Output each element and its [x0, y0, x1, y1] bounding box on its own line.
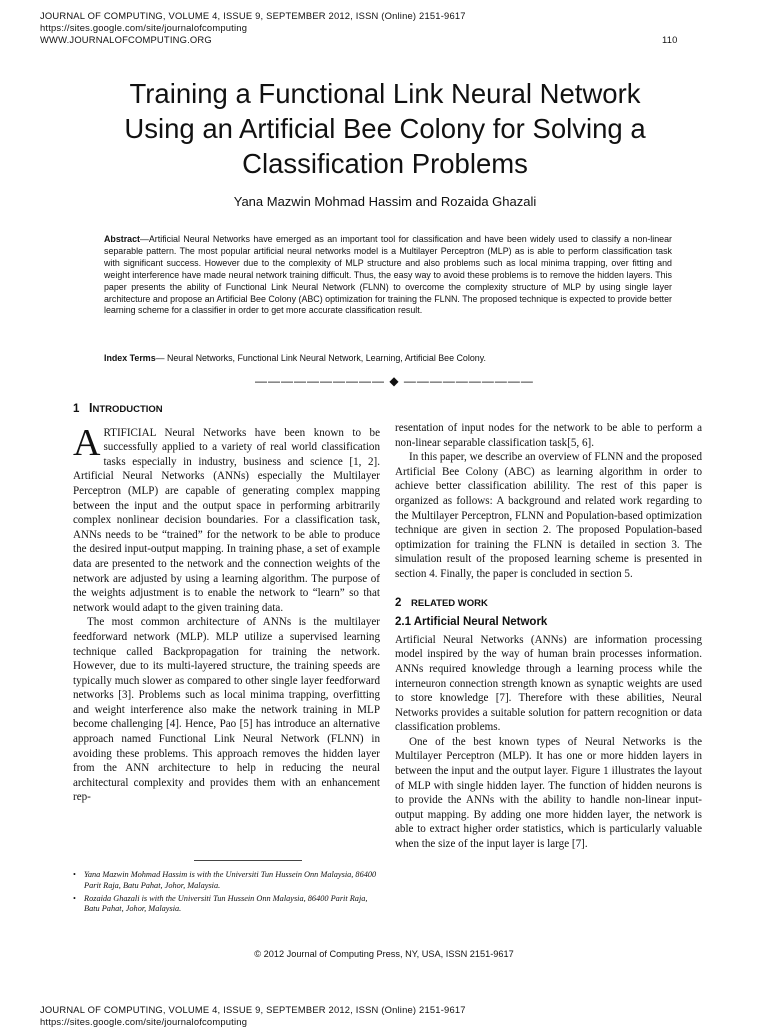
journal-url[interactable]: https://sites.google.com/site/journalofcomputing: [40, 22, 248, 33]
left-column: [73, 401, 380, 805]
section-1-number: 1: [73, 403, 80, 415]
section-2-paragraph-1: Artificial Neural Networks (ANNs) are information processing model inspired by the way of human brain processes information. ANNs required knowledge through a learning process while the interneuron connection strength known as synaptic weights are used to store knowledge [7]. Therefore with these abilities, Neural Networks provides a suitable solution for pattern recognition or data classification problems.: [395, 633, 702, 734]
footnote-text: Yana Mazwin Mohmad Hassim is with the Universiti Tun Hussein Onn Malaysia, 86400 Parit Raja, Batu Pahat, Johor, Malaysia.: [84, 870, 377, 890]
section-2-heading: [395, 596, 702, 612]
section-1-heading: [73, 401, 380, 418]
right-column: [395, 421, 702, 852]
paper-title: [40, 76, 730, 181]
index-terms: [104, 353, 672, 363]
intro-paragraph-1-text: RTIFICIAL Neural Networks have been known to be successfully applied to a variety of real world classification tasks especially in industry, business and science [1, 2]. Artificial Neural Networks (ANNs) especially the Multilayer Perceptron (MLP) are capable of generating complex mapping between the input and the output space in performing arbitrarily complex nonlinear decision boundaries. For a classification task, ANNs needs to be “trained” for the network to be able to produce the desired input-output mapping. In training phase, a set of example data are presented to the network and the connection weights of the network are adjusted by using a learning algorithm. The purpose of the weights adjustment is to enable the network to “learn” so that network would adapt to the given training data.: [73, 426, 380, 614]
abstract-text: —Artificial Neural Networks have emerged as an important tool for classification and have been widely used to classify a non-linear separable pattern. The most popular artificial neural networks model is a Multilayer Perceptron (MLP) as is able to perform classification task with significant success. However due to the complexity of MLP structure and also problems such as local minima trapping, over fitting and weight interference have made neural network training difficult. Thus, the easy way to avoid these problems is to remove the hidden layers. This paper presents the ability of Functional Link Neural Network (FLNN) to overcome the complexity structure of MLP by using single layer architecture and propose an Artificial Bee Colony (ABC) optimization for training the FLNN. The proposed technique is expected to provide better learning scheme for a classifier in order to get more accurate classification result.: [104, 234, 672, 316]
page-number: 110: [662, 34, 678, 45]
footnote-rule: [194, 860, 302, 861]
section-1-first-letter: I: [89, 401, 93, 415]
title-line-2: Using an Artificial Bee Colony for Solving a: [124, 113, 646, 144]
journal-header: [40, 10, 466, 46]
subsection-2-1-heading: 2.1 Artificial Neural Network: [395, 616, 548, 629]
copyright-footer: © 2012 Journal of Computing Press, NY, USA, ISSN 2151-9617: [254, 949, 514, 959]
title-line-1: Training a Functional Link Neural Network: [129, 78, 641, 109]
title-line-3: Classification Problems: [242, 148, 528, 179]
paper-authors: Yana Mazwin Mohmad Hassim and Rozaida Ghazali: [233, 194, 537, 209]
drop-cap: A: [73, 421, 101, 464]
intro-paragraph-1: [73, 421, 380, 616]
footnote-bullet: •: [73, 870, 76, 879]
intro-paragraph-2: The most common architecture of ANNs is the multilayer feedforward network (MLP). MLP utilize a supervised learning technique called Backpropagation for training the network. However, due to its multi-layered structure, the training speeds are typically much slower as compared to other single layer feedforward networks [3]. Problems such as local minima trapping, overfitting and weight interference also make the network training in MLP become challenging [4]. Hence, Pao [5] has introduce an alternative approach named Functional Link Neural Network (FLNN) in avoiding these problems. This approach removes the hidden layer from the ANN architecture to help in reducing the neural architectural complexity and provides them with an enhancement rep-: [73, 616, 380, 804]
next-page-header: [40, 1004, 466, 1028]
journal-website[interactable]: WWW.JOURNALOFCOMPUTING.ORG: [40, 34, 212, 45]
next-journal-line: JOURNAL OF COMPUTING, VOLUME 4, ISSUE 9, SEPTEMBER 2012, ISSN (Online) 2151-9617: [40, 1004, 466, 1015]
section-2-title: RELATED WORK: [411, 597, 488, 609]
footnotes: [73, 870, 380, 917]
abstract: [104, 234, 672, 317]
footnote-text: Rozaida Ghazali is with the Universiti Tun Hussein Onn Malaysia, 86400 Parit Raja, Batu Pahat, Johor, Malaysia.: [84, 893, 368, 914]
section-divider: —————————— ◆ ——————————: [255, 374, 534, 388]
footnote-bullet: •: [73, 893, 76, 903]
journal-line: JOURNAL OF COMPUTING, VOLUME 4, ISSUE 9, SEPTEMBER 2012, ISSN (Online) 2151-9617: [40, 10, 466, 21]
section-2-paragraph-2: One of the best known types of Neural Networks is the Multilayer Perceptron (MLP). It has one or more hidden layers in between the input and the output layer. Figure 1 illustrates the layout of MLP with single hidden layer. The function of hidden neurons is to provide the ANNs with the ability to handle non-linear input-output mapping. By adding one more hidden layer, the network is able to extract higher order statistics, which is particularly valuable when the size of the input layer is large [7].: [395, 735, 702, 851]
index-terms-text: — Neural Networks, Functional Link Neural Network, Learning, Artificial Bee Colony.: [155, 353, 486, 363]
intro-paragraph-4: In this paper, we describe an overview of FLNN and the proposed Artificial Bee Colony (ABC) as learning algorithm in order to achieve better classification abilility. The rest of this paper is organized as follows: A background and related work regarding to the Multilayer Perceptron, FLNN and Population-based optimization technique are given in section 2. The proposed Population-based optimization for training the FLNN is detailed in section 3. The simulation result of the proposed learning scheme is presented in section 4. Finally, the paper is concluded in section 5.: [395, 451, 702, 580]
abstract-label: Abstract: [104, 234, 141, 244]
footnote-item: [73, 870, 380, 892]
section-2-number: 2: [395, 596, 402, 609]
next-journal-url[interactable]: https://sites.google.com/site/journalofcomputing: [40, 1016, 248, 1027]
section-1-title-rest: NTRODUCTION: [92, 404, 163, 415]
intro-paragraph-3: resentation of input nodes for the network to be able to perform a non-linear separable classification task[5, 6].: [395, 422, 702, 449]
footnote-item: [73, 894, 380, 916]
index-terms-label: Index Terms: [104, 353, 156, 363]
